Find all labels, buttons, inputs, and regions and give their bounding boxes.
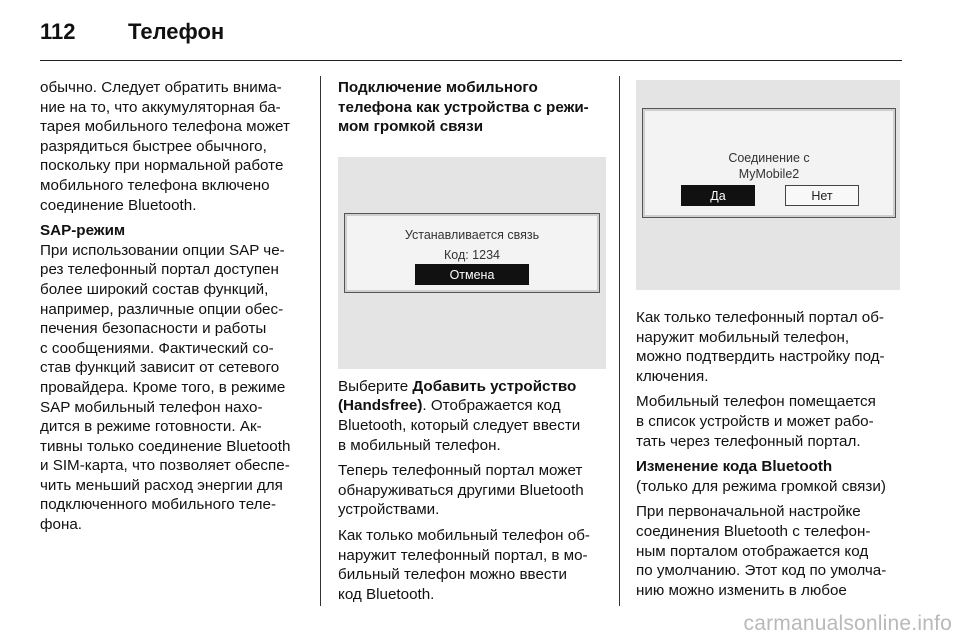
column-2 xyxy=(338,78,606,610)
device-list-paragraph: Мобильный телефон помещается в список устройств и может рабо- тать через телефонный портал. xyxy=(636,393,876,450)
pin-code-text: Код: 1234 xyxy=(443,247,500,262)
enter-code-paragraph: Как только мобильный телефон об- наружит телефонный портал, в мо- бильный телефон можно ввести код Bluetooth. xyxy=(338,526,590,603)
cancel-button[interactable]: Отмена xyxy=(415,264,529,285)
column-3 xyxy=(636,80,900,606)
page-header xyxy=(40,14,224,50)
confirm-paragraph: Как только телефонный портал об- наружит мобильный телефон, можно подтвердить настройку под- ключения. xyxy=(636,309,885,385)
handsfree-note: (только для режима громкой связи) xyxy=(636,477,886,495)
confirm-dialog xyxy=(642,108,896,218)
no-button[interactable]: Нет xyxy=(785,185,859,206)
default-code-paragraph: При первоначальной настройке соединения Bluetooth с телефон- ным порталом отображается код по умолчанию. Этот код по умолча- нию можно изменить в любое xyxy=(636,503,887,599)
sap-heading: SAP-режим xyxy=(40,222,126,240)
page-title: Телефон xyxy=(128,19,225,44)
device-name-text: MyMobile2 xyxy=(738,167,800,181)
intro-paragraph: обычно. Следует обратить внима- ние на то, что аккумуляторная ба- тарея мобильного телефона может разрядиться быстрее обычного, поскольку при нормальной работе мобильного телефона включено соединение Bluetooth. xyxy=(40,79,290,214)
column-divider-2 xyxy=(619,76,620,606)
change-code-heading: Изменение кода Bluetooth xyxy=(636,458,833,476)
pairing-heading: Подключение мобильного телефона как устройства с режи- мом громкой связи xyxy=(338,79,589,136)
screen-confirm-connection xyxy=(636,80,900,290)
connecting-status-text: Устанавливается связь xyxy=(404,227,540,242)
page-number: 112 xyxy=(40,19,76,44)
discoverable-paragraph: Теперь телефонный портал может обнаруживаться другими Bluetooth устройствами. xyxy=(338,462,584,519)
column-1 xyxy=(40,78,312,541)
column-divider-1 xyxy=(320,76,321,606)
menu-item-add-device: Добавить устройство xyxy=(412,377,577,395)
sap-paragraph: При использовании опции SAP че- рез телефонный портал доступен более широкий состав функций, например, различные опции обес- печения безопасности и работы с сообщениями. Фактический со- став функций зависит от сетевого провайдера. Кроме того, в режиме SAP мобильный телефон нахо- дится в режиме готовности. Ак- тивны только соединение Bluetooth и SIM-карта, что позволяет обеспе- чить меньший расход энергии для подключенного мобильного теле- фона. xyxy=(40,241,291,534)
screen-connecting xyxy=(338,157,606,369)
watermark: carmanualsonline.info xyxy=(743,612,952,635)
connecting-dialog xyxy=(344,213,600,293)
yes-button[interactable]: Да xyxy=(681,185,755,206)
header-rule xyxy=(40,60,902,61)
select-device-paragraph: Выберите Добавить устройство (Handsfree). Отображается код Bluetooth, который следует ввести в мобильный телефон. xyxy=(338,377,581,454)
connect-to-text: Соединение с xyxy=(728,151,810,165)
